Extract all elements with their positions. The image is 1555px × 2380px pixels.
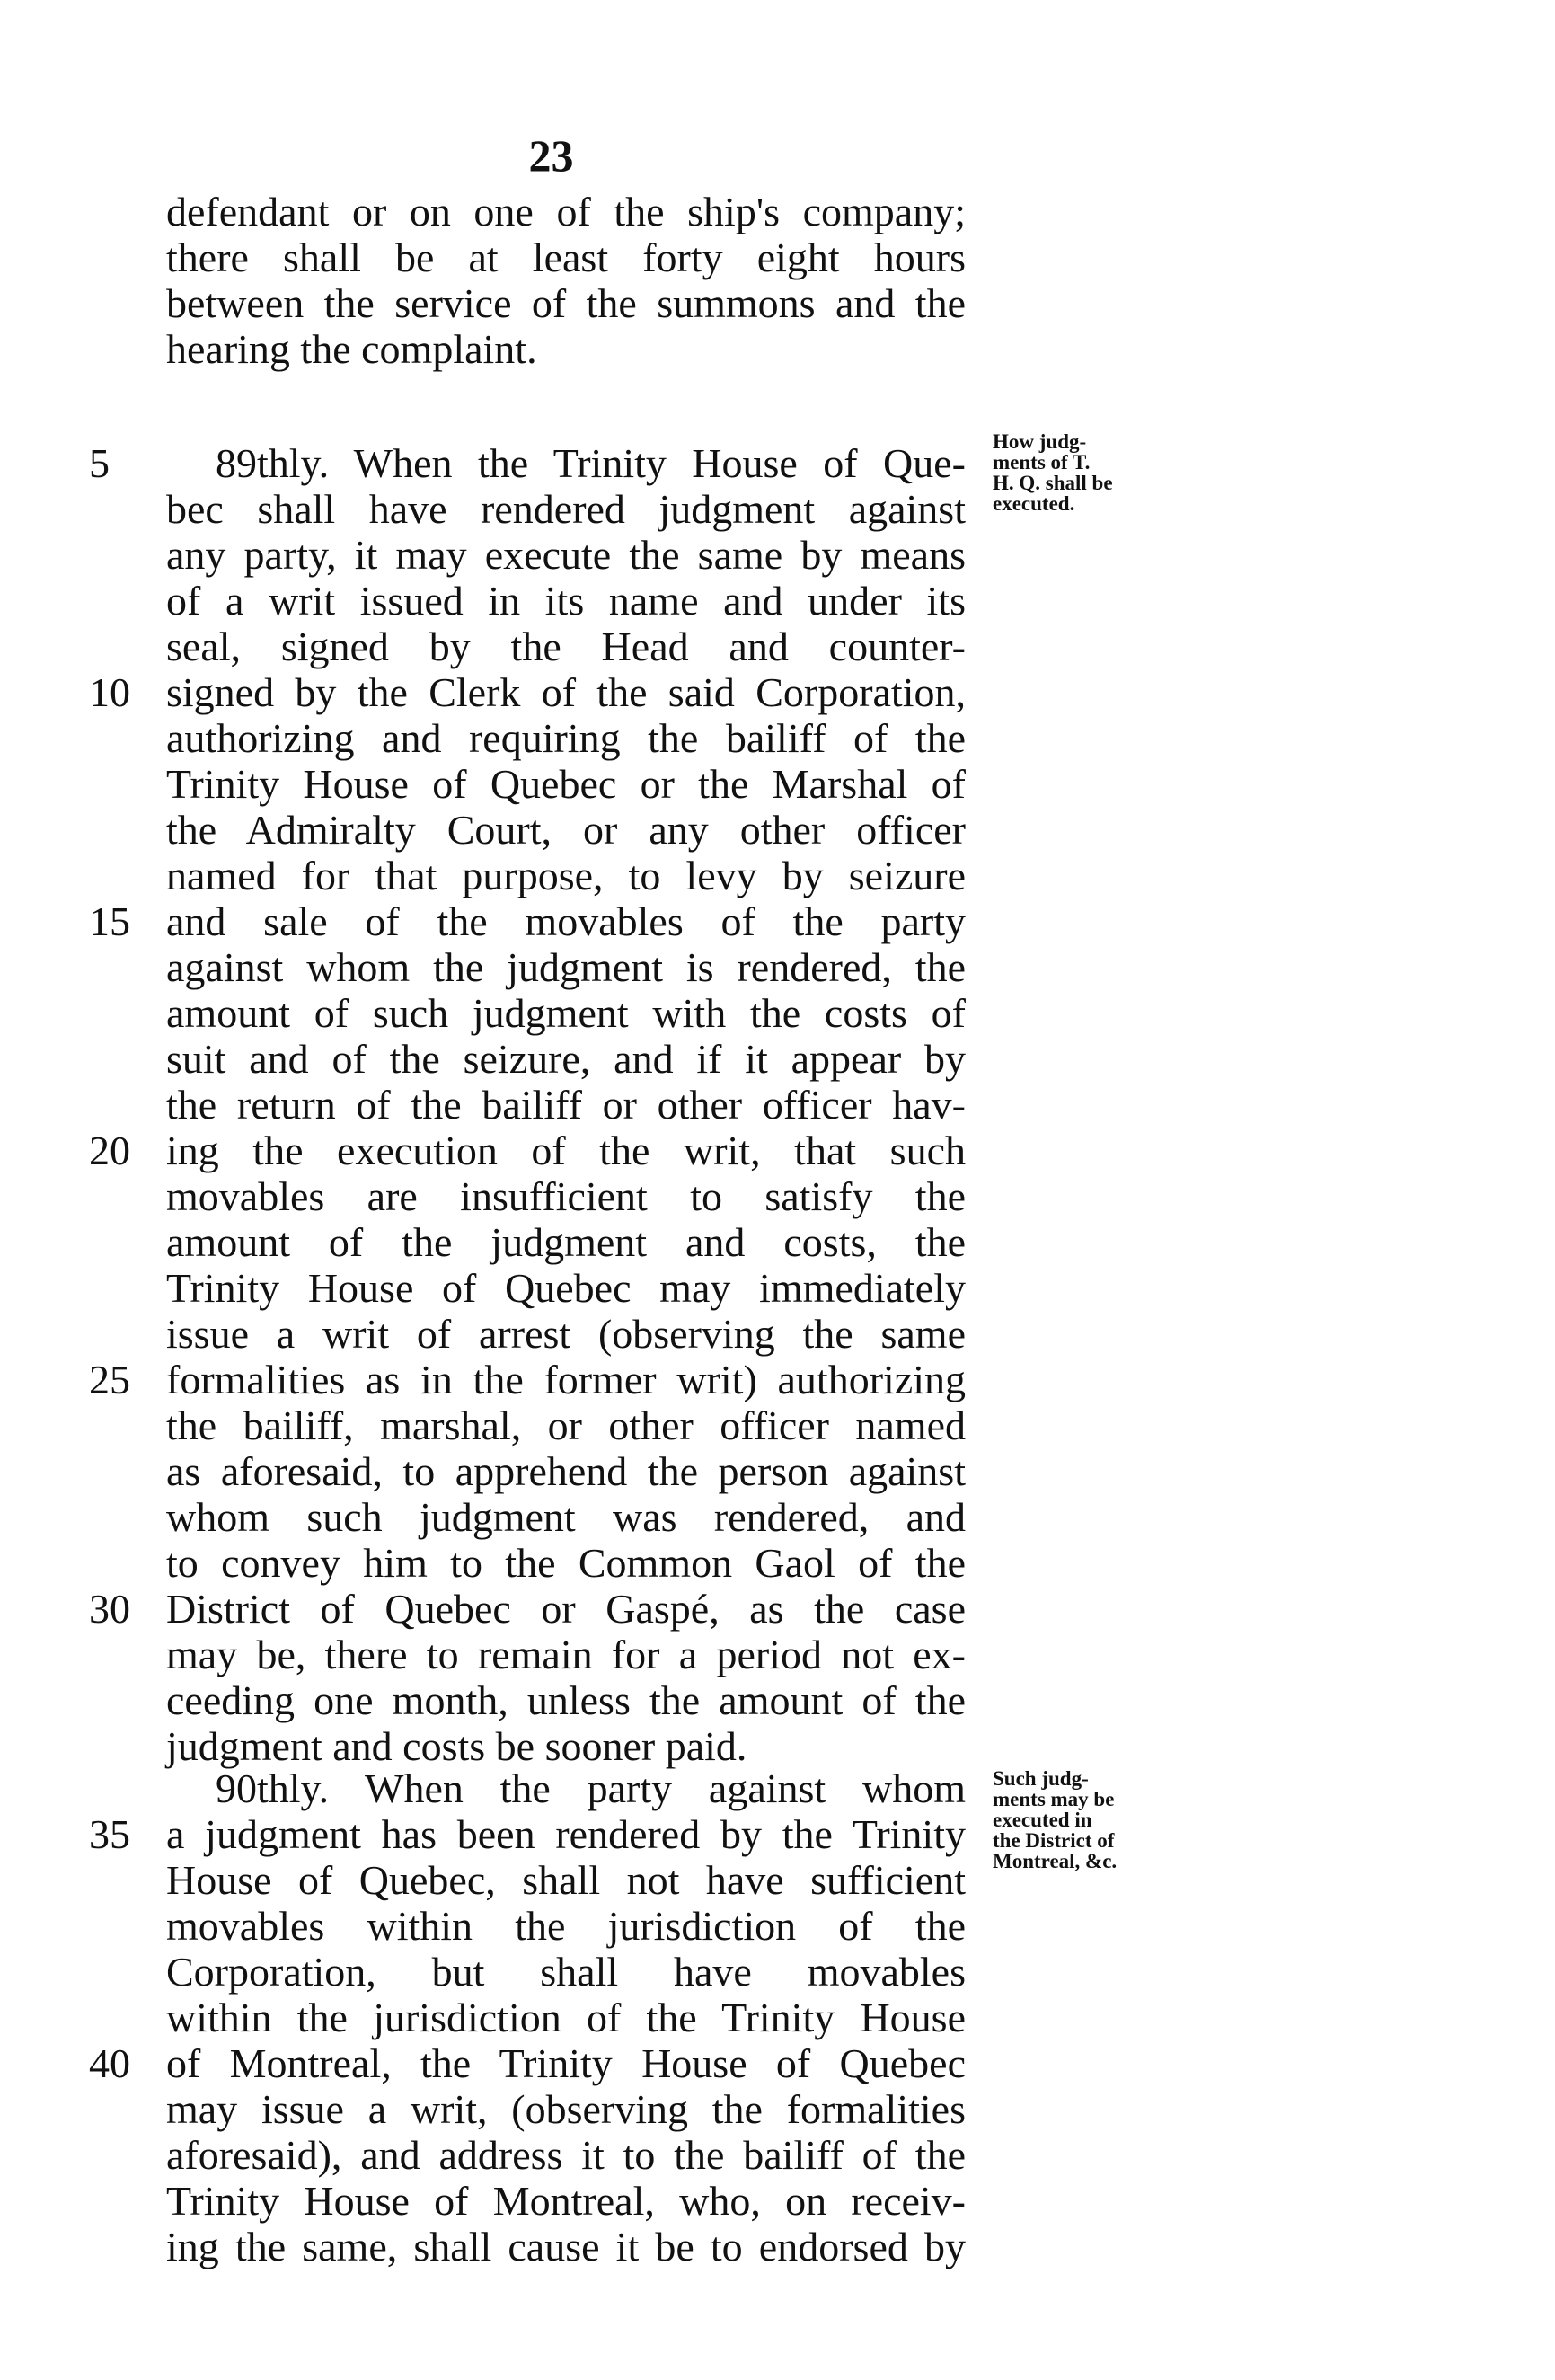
marginal-note-line: Montreal, &c. [993,1850,1118,1872]
marginal-note-line: the District of [993,1829,1115,1852]
text-line: judgment and costs be sooner paid. [166,1723,747,1769]
line-number: 25 [89,1357,130,1402]
text-line: to convey him to the Common Gaol of the [166,1540,966,1586]
text-line: defendant or on one of the ship's company; [166,189,966,234]
text-line: movables within the jurisdiction of the [166,1903,966,1949]
marginal-note-execution [993,431,1172,514]
text-line: any party, it may execute the same by means [166,532,966,578]
text-line [89,440,966,486]
text-line: whom such judgment was rendered, and [166,1494,966,1540]
text-line: named for that purpose, to levy by seizure [166,853,966,898]
text-line: as aforesaid, to apprehend the person against [166,1448,966,1494]
text-line [89,1128,966,1173]
line-text: a judgment has been rendered by the Trinity [166,1811,966,1857]
text-line: the bailiff, marshal, or other officer named [166,1402,966,1448]
marginal-note-line: H. Q. shall be [993,472,1113,494]
line-number: 35 [89,1811,130,1857]
text-line: of a writ issued in its name and under its [166,578,966,624]
page-number: 23 [528,130,574,181]
text-line: ing the same, shall cause it be to endorsed by [166,2224,966,2269]
text-line: hearing the complaint. [166,326,537,372]
line-text: and sale of the movables of the party [166,898,966,944]
text-line: there shall be at least forty eight hours [166,234,966,280]
text-line: may be, there to remain for a period not ex- [166,1632,966,1677]
text-line: House of Quebec, shall not have sufficient [166,1857,966,1903]
line-number: 5 [89,440,110,486]
line-number: 10 [89,669,130,715]
text-line [89,1357,966,1402]
text-line [89,1586,966,1632]
text-line: aforesaid), and address it to the bailiff of the [166,2132,966,2178]
text-line: the Admiralty Court, or any other officer [166,807,966,853]
text-line: suit and of the seizure, and if it appear by [166,1036,966,1082]
text-line: seal, signed by the Head and counter- [166,624,966,669]
text-line: ceeding one month, unless the amount of the [166,1677,966,1723]
text-line: amount of the judgment and costs, the [166,1219,966,1265]
section-89-paragraph [89,440,966,1769]
text-line: within the jurisdiction of the Trinity House [166,1995,966,2040]
text-line: against whom the judgment is rendered, the [166,944,966,990]
line-text: signed by the Clerk of the said Corporation, [166,669,966,715]
continuation-paragraph [166,189,966,372]
line-number: 15 [89,898,130,944]
marginal-note-district [993,1768,1172,1871]
text-line: Trinity House of Quebec may immediately [166,1265,966,1311]
text-line: amount of such judgment with the costs of [166,990,966,1036]
line-text: ing the execution of the writ, that such [166,1128,966,1173]
line-text: District of Quebec or Gaspé, as the case [166,1586,966,1632]
marginal-note-line: ments may be [993,1788,1115,1810]
text-line: Trinity House of Montreal, who, on receiv- [166,2178,966,2224]
text-line [89,669,966,715]
line-text: 89thly. When the Trinity House of Que- [216,440,966,486]
text-line [89,898,966,944]
line-number: 30 [89,1586,130,1632]
text-line: 90thly. When the party against whom [216,1765,966,1811]
marginal-note-line: ments of T. [993,451,1091,473]
text-line: movables are insufficient to satisfy the [166,1173,966,1219]
line-number: 40 [89,2040,130,2086]
marginal-note-line: executed. [993,492,1075,515]
text-line: Corporation, but shall have movables [166,1949,966,1995]
text-line [89,1811,966,1857]
text-line: authorizing and requiring the bailiff of the [166,715,966,761]
text-line: bec shall have rendered judgment against [166,486,966,532]
marginal-note-line: Such judg- [993,1767,1089,1790]
text-line: the return of the bailiff or other officer hav- [166,1082,966,1128]
text-line [89,2040,966,2086]
line-text: formalities as in the former writ) authorizing [166,1357,966,1402]
text-line: issue a writ of arrest (observing the same [166,1311,966,1357]
text-line: may issue a writ, (observing the formalities [166,2086,966,2132]
marginal-note-line: How judg- [993,430,1087,453]
line-text: of Montreal, the Trinity House of Quebec [166,2040,966,2086]
line-number: 20 [89,1128,130,1173]
marginal-note-line: executed in [993,1809,1092,1831]
section-90-paragraph [89,1765,966,2269]
text-line: between the service of the summons and the [166,280,966,326]
text-line: Trinity House of Quebec or the Marshal of [166,761,966,807]
